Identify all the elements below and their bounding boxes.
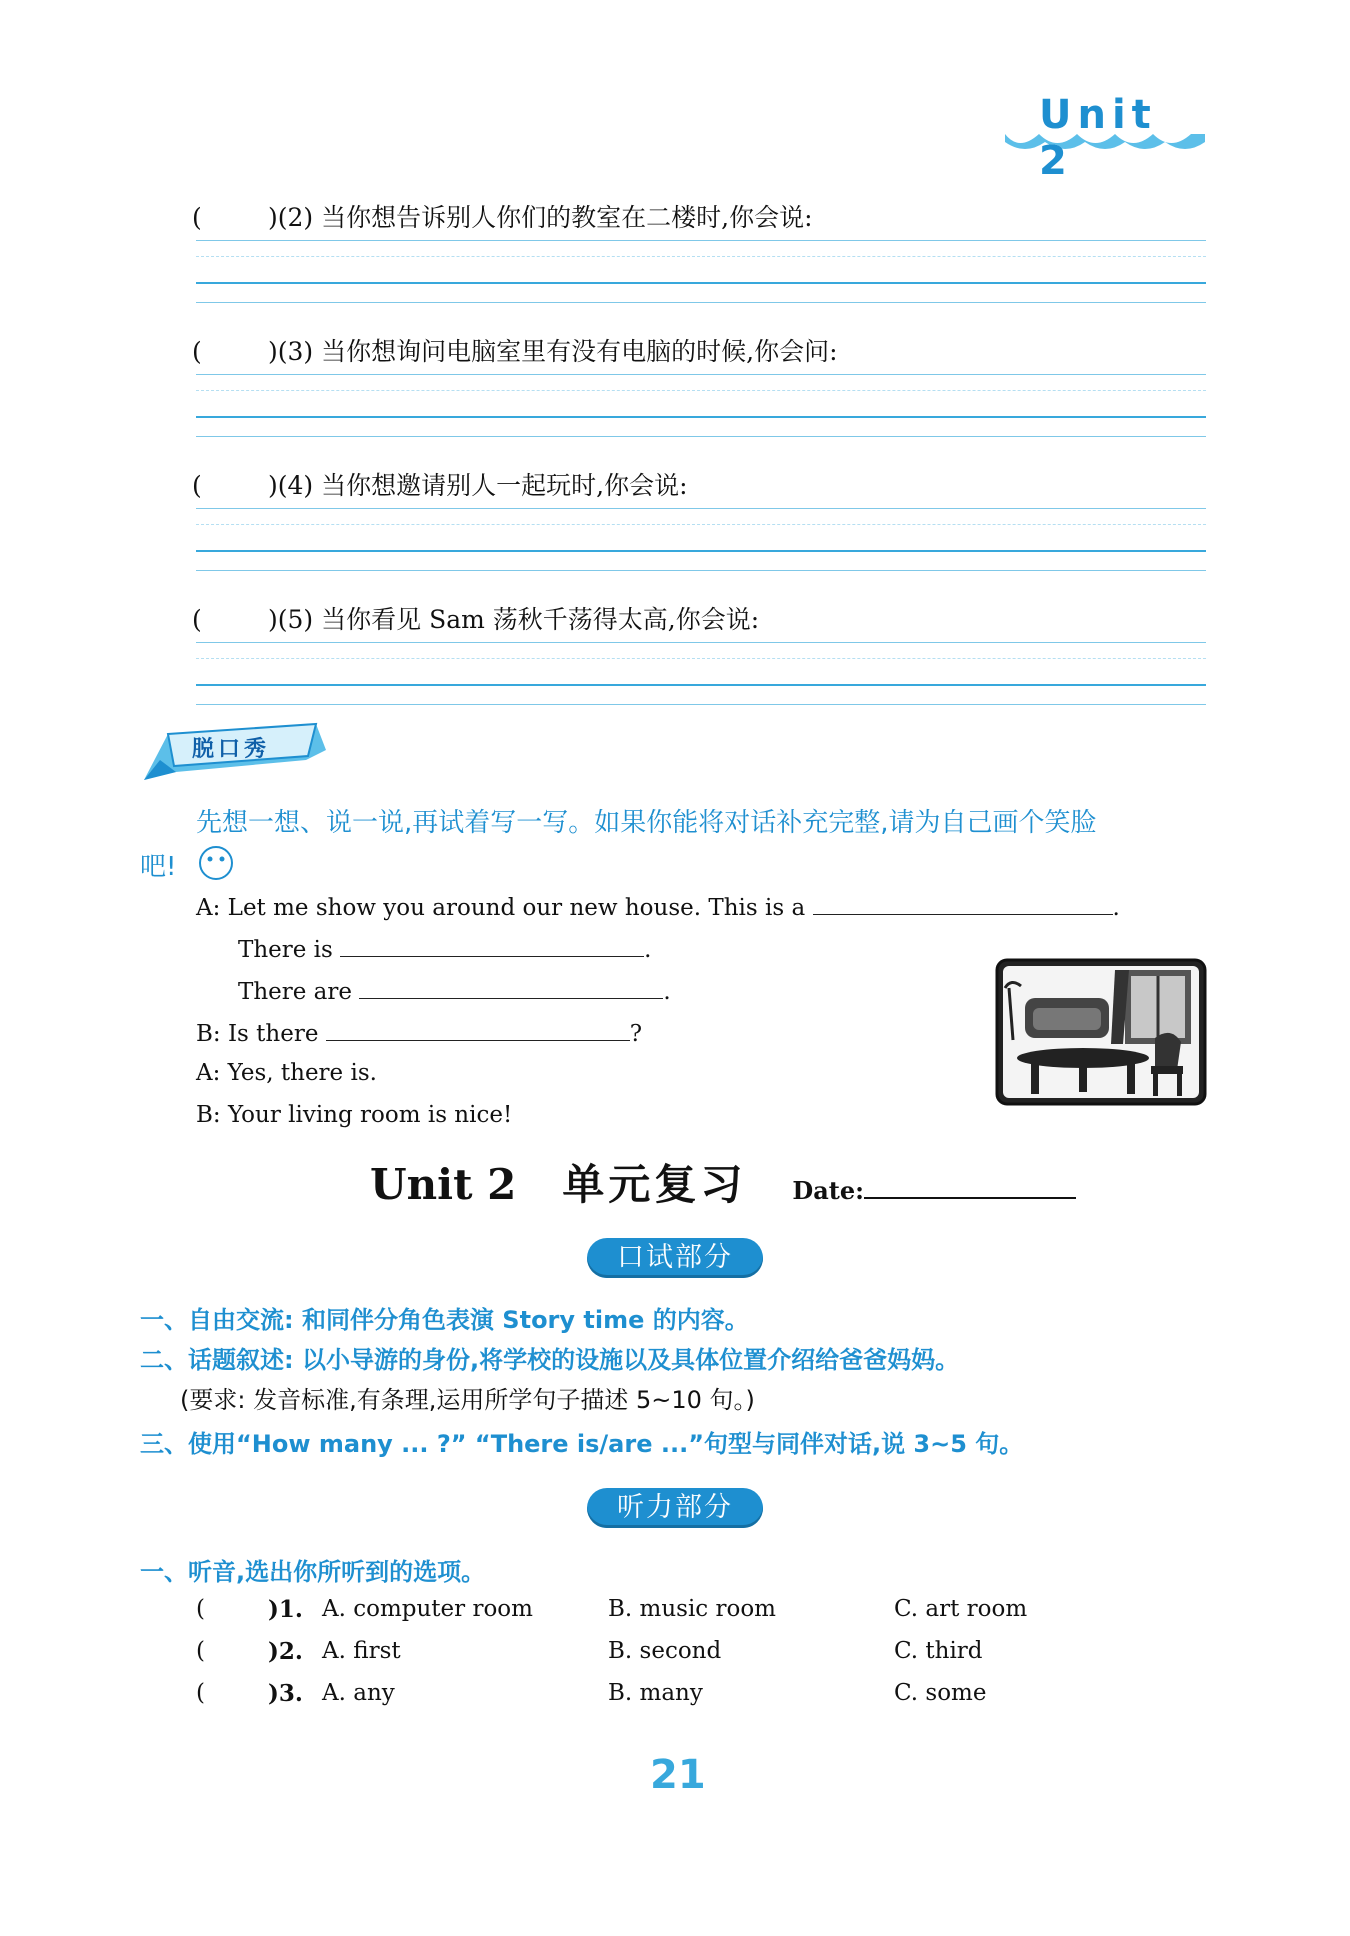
oral-task-1: 一、自由交流: 和同伴分角色表演 Story time 的内容。 [140, 1306, 749, 1334]
talk-show-instruction-end: 吧! [140, 852, 177, 882]
question-text: 当你想邀请别人一起玩时,你会说: [321, 471, 688, 500]
unit-badge [1005, 92, 1205, 184]
question-4: ( )(4) 当你想邀请别人一起玩时,你会说: [192, 471, 688, 500]
date-field[interactable] [864, 1177, 1076, 1199]
question-number: (4) [277, 471, 314, 500]
question-number: (2) [277, 203, 314, 232]
question-text: 当你想告诉别人你们的教室在二楼时,你会说: [321, 203, 813, 232]
answer-blank[interactable] [813, 892, 1113, 915]
review-unit: Unit 2 [370, 1160, 517, 1209]
listening-section-pill: 听力部分 [587, 1488, 763, 1528]
banner-label: 脱口秀 [192, 737, 271, 762]
dialogue-line: A: Yes, there is. [196, 1060, 377, 1086]
review-title [370, 1152, 1076, 1212]
unit-label: Unit 2 [1039, 92, 1157, 184]
talk-show-instruction: 先想一想、说一说,再试着写一写。如果你能将对话补充完整,请为自己画个笑脸 [196, 808, 1097, 838]
date-label: Date: [792, 1176, 864, 1205]
option-a[interactable]: A. first [322, 1638, 401, 1664]
question-text: 当你看见 Sam 荡秋千荡得太高,你会说: [321, 605, 760, 634]
question-number: (3) [277, 337, 314, 366]
oral-task-note: (要求: 发音标准,有条理,运用所学句子描述 5~10 句。) [180, 1386, 755, 1414]
oral-task-2: 二、话题叙述: 以小导游的身份,将学校的设施以及具体位置介绍给爸爸妈妈。 [140, 1346, 960, 1374]
dialogue-line: B: Your living room is nice! [196, 1102, 513, 1128]
option-c[interactable]: C. some [894, 1680, 987, 1706]
question-text: 当你想询问电脑室里有没有电脑的时候,你会问: [321, 337, 838, 366]
dialogue-line: There are . [238, 976, 671, 1005]
question-5: ( )(5) 当你看见 Sam 荡秋千荡得太高,你会说: [192, 605, 760, 634]
question-3: ( )(3) 当你想询问电脑室里有没有电脑的时候,你会问: [192, 337, 838, 366]
dialogue-line: B: Is there ? [196, 1018, 642, 1047]
listening-heading: 一、听音,选出你所听到的选项。 [140, 1558, 486, 1586]
workbook-page: Unit 2 ( )(2) 当你想告诉别人你们的教室在二楼时,你会说: ( )(3) 当你想询问电脑室里有没有电脑的时候,你会问: ( )(4) 当你想邀请别人一起玩时,你会说: ( )(5) 当你看见 Sam 荡秋千荡得太高,你会说: 脱口秀 先想一想、说一说,再试着写一写。如果你能将对话补充完整,请为自己画个笑脸 吧! A: Let me show you around our new house. This is a . There is . There are . B: Is there ? A: Yes, there is. B: Your living room is nice! Unit 2 单元复习 Date: 口试部分 一、自由交流: 和同伴分角色表演 Story time 的内容。 二、话题叙述: 以小导游的身份,将学校的设施以及具体位置介绍给爸爸妈妈。 (要求: 发音标准,有条理,运用所学句子描述 5~10 句。) 三、使用“How many ... ?” “There is/are ...”句型与同伴对话,说 3~5 句。 听力部分 一、听音,选出你所听到的选项。 ( )1. A. computer room B. music room C. art room ( )2. A. first B. second C. third ( )3. A. any B. many C. some 21 [0, 0, 1350, 1936]
oral-task-3: 三、使用“How many ... ?” “There is/are ...”句型与同伴对话,说 3~5 句。 [140, 1430, 1024, 1458]
living-room-picture [995, 958, 1207, 1106]
answer-blank[interactable] [326, 1018, 630, 1041]
option-a[interactable]: A. any [322, 1680, 395, 1706]
option-a[interactable]: A. computer room [322, 1596, 533, 1622]
question-number: (5) [277, 605, 314, 634]
question-2: ( )(2) 当你想告诉别人你们的教室在二楼时,你会说: [192, 203, 813, 232]
talk-show-banner [140, 720, 330, 786]
oral-section-pill: 口试部分 [587, 1238, 763, 1278]
smiley-face-icon[interactable] [198, 845, 234, 881]
option-b[interactable]: B. music room [608, 1596, 776, 1622]
option-c[interactable]: C. third [894, 1638, 983, 1664]
dialogue-line: A: Let me show you around our new house. This is a . [196, 892, 1120, 921]
page-number: 21 [650, 1752, 706, 1798]
answer-blank[interactable] [340, 934, 644, 957]
option-b[interactable]: B. second [608, 1638, 722, 1664]
answer-blank[interactable] [359, 976, 663, 999]
option-c[interactable]: C. art room [894, 1596, 1028, 1622]
review-heading: 单元复习 [562, 1160, 747, 1209]
dialogue-line: There is . [238, 934, 651, 963]
option-b[interactable]: B. many [608, 1680, 703, 1706]
